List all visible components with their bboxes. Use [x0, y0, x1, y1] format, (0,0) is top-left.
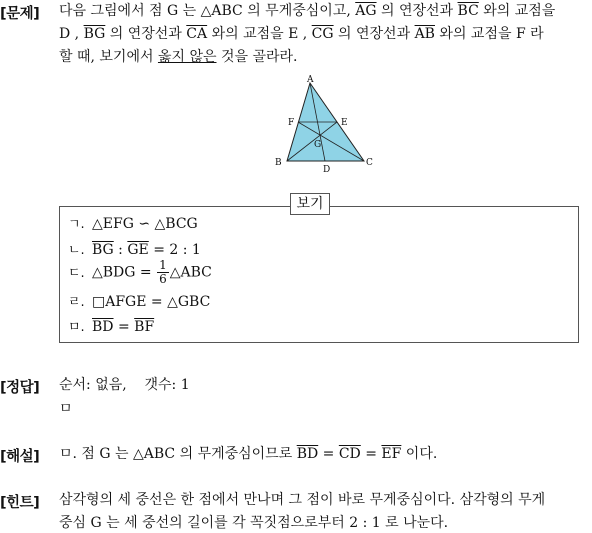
fraction-one-sixth: $\frac{1}{6}$ [159, 258, 167, 286]
example-item-3: ㄷ. △BDG = $\frac{1}{6}$ △ABC [68, 258, 212, 286]
answer-line-2: ㅁ [59, 401, 73, 417]
point-a-label: A [307, 75, 314, 85]
problem-label: [문제] [0, 6, 40, 22]
hint-line-1: 삼각형의 세 중선은 한 점에서 만나며 그 점이 바로 무게중심이다. 삼각형의 무게 [59, 492, 546, 508]
answer-line-1: 순서: 없음, 갯수: 1 [59, 377, 190, 393]
problem-line-1: 다음 그림에서 점 G 는 △ABC 의 무게중심이고, $\overline{AG}$ 의 연장선과 $\overline{BC}$ 와의 교점을 [59, 3, 556, 19]
example-item-1: ㄱ. △EFG ∽ △BCG [68, 216, 198, 232]
explanation-line: ㅁ. 점 G 는 △ABC 의 무게중심이므로 $\overline{BD} = \overline{CD} = \overline{EF}$ 이다. [59, 446, 438, 462]
point-e-label: E [341, 118, 348, 128]
point-d-label: D [323, 165, 331, 175]
example-box-title: 보기 [290, 193, 330, 215]
point-b-label: B [275, 158, 282, 168]
example-item-5: ㅁ. $\overline{BD} = \overline{BF}$ [68, 319, 155, 335]
triangle-figure [270, 74, 380, 176]
point-g-label: G [314, 140, 322, 150]
hint-label: [힌트] [0, 495, 40, 511]
problem-line-3: 할 때, 보기에서 옳지 않은 것을 골라라. [59, 49, 298, 65]
hint-line-2: 중심 G 는 세 중선의 길이를 각 꼭짓점으로부터 2 : 1 로 나눈다. [59, 515, 449, 531]
explanation-label: [해설] [0, 449, 40, 465]
problem-line-2: D , $\overline{BG}$ 의 연장선과 $\overline{CA}$ 와의 교점을 E , $\overline{CG}$ 의 연장선과 $\overline{AB}$ 와의 교점을 F 라 [59, 26, 544, 42]
answer-label: [정답] [0, 380, 40, 396]
example-item-4: ㄹ. □AFGE = △GBC [68, 294, 211, 310]
example-item-2: ㄴ. $\overline{BG}$ : $\overline{GE} = 2$ : 1 [68, 242, 201, 258]
point-f-label: F [288, 118, 295, 128]
point-c-label: C [366, 158, 373, 168]
